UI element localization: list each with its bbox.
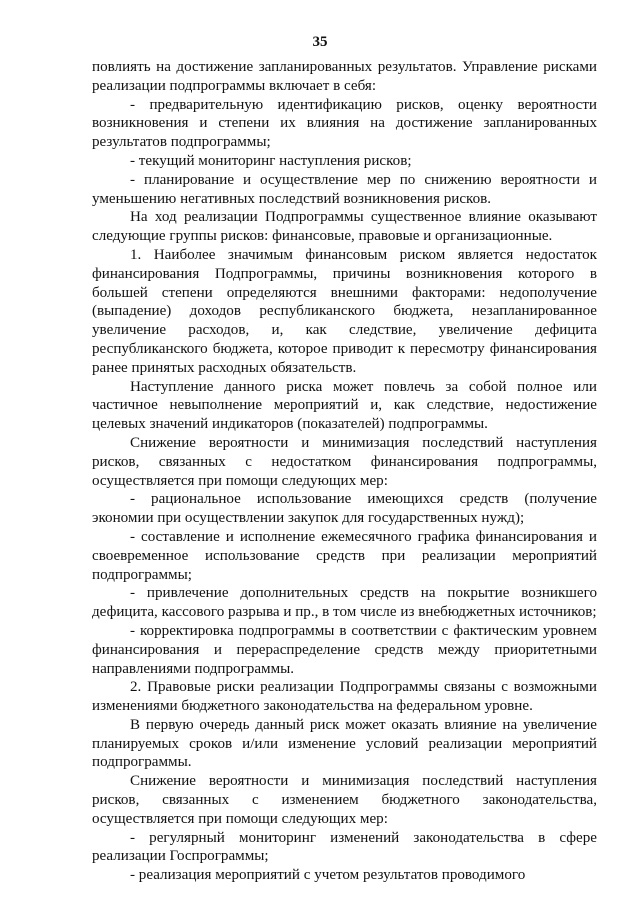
paragraph: В первую очередь данный риск может оказать влияние на увеличение планируемых сроков и/или изменение условий реализации мероприятий подпрограммы. — [92, 716, 597, 771]
body-text — [92, 58, 597, 885]
paragraph: - рациональное использование имеющихся средств (получение экономии при осуществлении закупок для государственных нужд); — [92, 491, 597, 527]
paragraph: 2. Правовые риски реализации Подпрограммы связаны с возможными изменениями бюджетного законодательства на федеральном уровне. — [92, 679, 597, 715]
paragraph: повлиять на достижение запланированных результатов. Управление рисками реализации подпрограммы включает в себя: — [92, 59, 597, 94]
paragraph: - планирование и осуществление мер по снижению вероятности и уменьшению негативных последствий возникновения рисков. — [92, 171, 597, 207]
paragraph: - регулярный мониторинг изменений законодательства в сфере реализации Госпрограммы; — [92, 829, 597, 865]
paragraph: Снижение вероятности и минимизация последствий наступления рисков, связанных с изменением бюджетного законодательства, осуществляется при помощи следующих мер: — [92, 773, 597, 827]
page-number: 35 — [312, 34, 328, 50]
paragraph: - текущий мониторинг наступления рисков; — [130, 152, 412, 169]
paragraph: Наступление данного риска может повлечь за собой полное или частичное невыполнение мероприятий и, как следствие, недостижение целевых значений индикаторов (показателей) подпрограммы. — [92, 378, 597, 433]
paragraph: - привлечение дополнительных средств на покрытие возникшего дефицита, кассового разрыва и пр., в том числе из внебюджетных источников; — [92, 585, 597, 621]
paragraph: - реализация мероприятий с учетом результатов проводимого — [130, 867, 526, 884]
paragraph: Снижение вероятности и минимизация последствий наступления рисков, связанных с недостатком финансирования подпрограммы, осуществляется при помощи следующих мер: — [92, 434, 597, 489]
paragraph: - предварительную идентификацию рисков, оценку вероятности возникновения и степени их влияния на достижение запланированных результатов подпрограммы; — [92, 96, 597, 151]
paragraph: - составление и исполнение ежемесячного графика финансирования и своевременное использование средств при реализации мероприятий подпрограммы; — [92, 528, 597, 583]
paragraph: На ход реализации Подпрограммы существенное влияние оказывают следующие группы рисков: финансовые, правовые и организационные. — [92, 209, 597, 245]
paragraph: - корректировка подпрограммы в соответствии с фактическим уровнем финансирования и перераспределение средств между приоритетными направлениями подпрограммы. — [92, 622, 597, 677]
paragraph: 1. Наиболее значимым финансовым риском является недостаток финансирования Подпрограммы, причины возникновения которого в большей степени определяются внешними факторами: недополучение (выпадение) доходов республиканского бюджета, незапланированное увеличение расходов, и, как следствие, увеличение дефицита республиканского бюджета, которое приводит к пересмотру финансирования ранее принятых расходных обязательств. — [92, 246, 597, 376]
